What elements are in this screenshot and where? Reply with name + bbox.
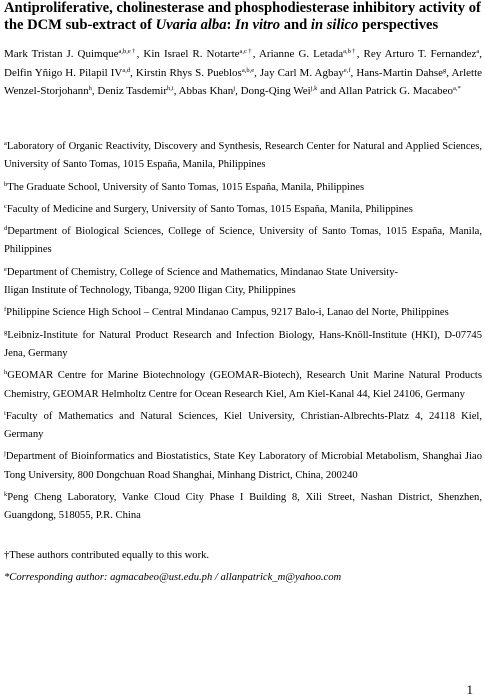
author-affiliation-mark: a,b,e [241, 66, 255, 74]
author-affiliation-mark: a,b† [343, 48, 357, 55]
affiliation [4, 408, 482, 445]
author [4, 48, 137, 60]
affiliation [4, 264, 482, 282]
author [356, 67, 446, 79]
affiliation [4, 138, 482, 175]
affiliation-mark: g [4, 328, 8, 336]
author [97, 85, 173, 97]
author [4, 67, 130, 79]
affiliation-mark: e [4, 265, 7, 273]
author-name: Dong-Qing Wei [240, 85, 311, 98]
title-prefix: the DCM sub-extract of [4, 17, 156, 33]
author [259, 48, 357, 60]
author-name: Hans-Martin Dahse [356, 66, 444, 79]
author-affiliation-mark: a,b,e† [118, 48, 137, 55]
author-name: Delfin Yñigo H. Pilapil IV [4, 66, 123, 79]
author-affiliation-mark: e,f [343, 66, 351, 74]
author-affiliation-mark: a,c† [239, 48, 253, 55]
author [338, 85, 461, 97]
author-affiliation-mark: j,k [310, 85, 318, 93]
author-affiliation-mark: h,i [167, 85, 174, 93]
affiliation-text: Department of Bioinformatics and Biostatistics, State Key Laboratory of Microbial Metabolism, Shanghai Jiao Tong University, 800 Dongchuan Road Shanghai, Minhang District, China, 200240 [4, 451, 482, 481]
affiliation [4, 223, 482, 260]
author-affiliation-mark: j [233, 85, 236, 93]
affiliation-text: Leibniz-Institute for Natural Product Research and Infection Biology, Hans-Knöll-Institute (HKI), D-07745 Jena, Germany [4, 329, 482, 359]
corresponding-author-note: *Corresponding author: agmacabeo@ust.edu.ph / allanpatrick_m@yahoo.com [4, 572, 342, 583]
affiliation [4, 304, 482, 322]
affiliation [4, 448, 482, 485]
affiliation-text: GEOMAR Centre for Marine Biotechnology (GEOMAR-Biotech), Research Unit Marine Natural Products Chemistry, GEOMAR Helmholtz Centre for Ocean Research Kiel, Am Kiel-Kanal 44, Kiel 24106, Germany [4, 370, 482, 400]
affiliation-text: Faculty of Mathematics and Natural Sciences, Kiel University, Christian-Albrechts-Platz 4, 24118 Kiel, Germany [4, 410, 482, 441]
author-name: Rey Arturo T. Fernandez [363, 48, 477, 60]
author [136, 67, 254, 79]
author-name: Jay Carl M. Agbay [259, 66, 344, 79]
page-number: 1 [466, 682, 473, 697]
author-name: Abbas Khan [178, 85, 234, 98]
author-affiliation-mark: a,d [122, 66, 131, 74]
affiliation-mark: f [4, 306, 7, 314]
author-affiliation-mark: a,* [453, 85, 461, 93]
equal-contribution-note: †These authors contributed equally to this work. [4, 550, 210, 561]
title-in-vitro: In vitro [235, 17, 281, 33]
paper-title [4, 0, 482, 34]
author-and: and [320, 85, 337, 98]
affiliation-list [4, 138, 482, 530]
affiliation-mark: c [4, 202, 7, 210]
author-name: Arianne G. Letada [258, 48, 344, 60]
affiliation-text: Laboratory of Organic Reactivity, Discovery and Synthesis, Research Center for Natural and Applied Sciences, University of Santo Tomas, 1015 España, Manila, Philippines [4, 141, 482, 171]
title-colon: : [226, 17, 236, 33]
title-line-2 [4, 17, 482, 34]
author-name: Allan Patrick G. Macabeo [338, 85, 454, 98]
affiliation-text: Iligan Institute of Technology, Tibanga, 9200 Iligan City, Philippines [4, 285, 296, 297]
affiliation-mark: d [4, 225, 8, 233]
title-line-1: Antiproliferative, cholinesterase and phosphodiesterase inhibitory activity of [4, 0, 481, 16]
title-in-silico: in silico [310, 17, 359, 33]
author [241, 85, 318, 97]
affiliation-mark: j [4, 450, 6, 458]
author [179, 85, 236, 97]
affiliation [4, 489, 482, 526]
affiliation-text: Department of Chemistry, College of Science and Mathematics, Mindanao State University- [6, 266, 399, 278]
affiliation [4, 367, 482, 404]
affiliation [4, 282, 482, 300]
affiliation-text: Peng Cheng Laboratory, Vanke Cloud City Phase I Building 8, Xili Street, Nashan District, Shenzhen, Guangdong, 518055, P.R. China [4, 492, 482, 522]
affiliation-mark: k [4, 491, 8, 499]
affiliation [4, 327, 482, 364]
author [143, 48, 252, 60]
author-name: Arlette Wenzel-Storjohann [4, 66, 483, 98]
affiliation-mark: a [4, 140, 7, 147]
affiliation [4, 179, 482, 197]
author-list: Mark Tristan J. Quimque$^{a,b,e\dagger}$, Kin Israel R. Notarte$^{a,c\dagger}$, Arianne G. Letada$^{a,b\dagger}$, Rey Arturo T. Fernandez$^a$, Delfin Yñigo H. Pilapil IV$^{a,d}$, Kirstin Rhys S. Pueblos$^{a,b,e}$, Jay Carl M. Agbay$^{e,f}$, Hans-Martin Dahse$^g$, Arlette Wenzel-Storjohann$^h$, Deniz Tasdemir$^{h,i}$, Abbas Khan$^j$, Dong-Qing Wei$^{j,k}$ and Allan Patrick G. Macabeo$^{a,*}$ [4, 48, 483, 98]
affiliation-text: Department of Biological Sciences, College of Science, University of Santo Tomas, 1015 España, Manila, Philippines [4, 226, 482, 256]
author-name: Deniz Tasdemir [97, 85, 167, 98]
author-name: Kirstin Rhys S. Pueblos [135, 66, 242, 79]
affiliation-mark: i [4, 409, 6, 417]
affiliation-text: Philippine Science High School – Central Mindanao Campus, 9217 Balo-i, Lanao del Norte, Philippines [6, 307, 449, 319]
author-affiliation-mark: h [88, 85, 92, 93]
affiliation [4, 201, 482, 219]
affiliation-mark: b [4, 180, 8, 188]
author-affiliation-mark: a [476, 48, 480, 55]
title-species: Uvaria alba [155, 17, 227, 33]
title-suffix: perspectives [358, 17, 439, 33]
author-name: Mark Tristan J. Quimque [4, 48, 119, 60]
affiliation-text: The Graduate School, University of Santo Tomas, 1015 España, Manila, Philippines [7, 181, 365, 193]
affiliation-text: Faculty of Medicine and Surgery, University of Santo Tomas, 1015 España, Manila, Philippines [6, 203, 413, 215]
title-and: and [280, 17, 311, 33]
author [364, 48, 480, 60]
author-affiliation-mark: g [443, 66, 447, 74]
affiliation-mark: h [4, 369, 8, 377]
author-name: Kin Israel R. Notarte [143, 48, 240, 60]
author [260, 67, 351, 79]
